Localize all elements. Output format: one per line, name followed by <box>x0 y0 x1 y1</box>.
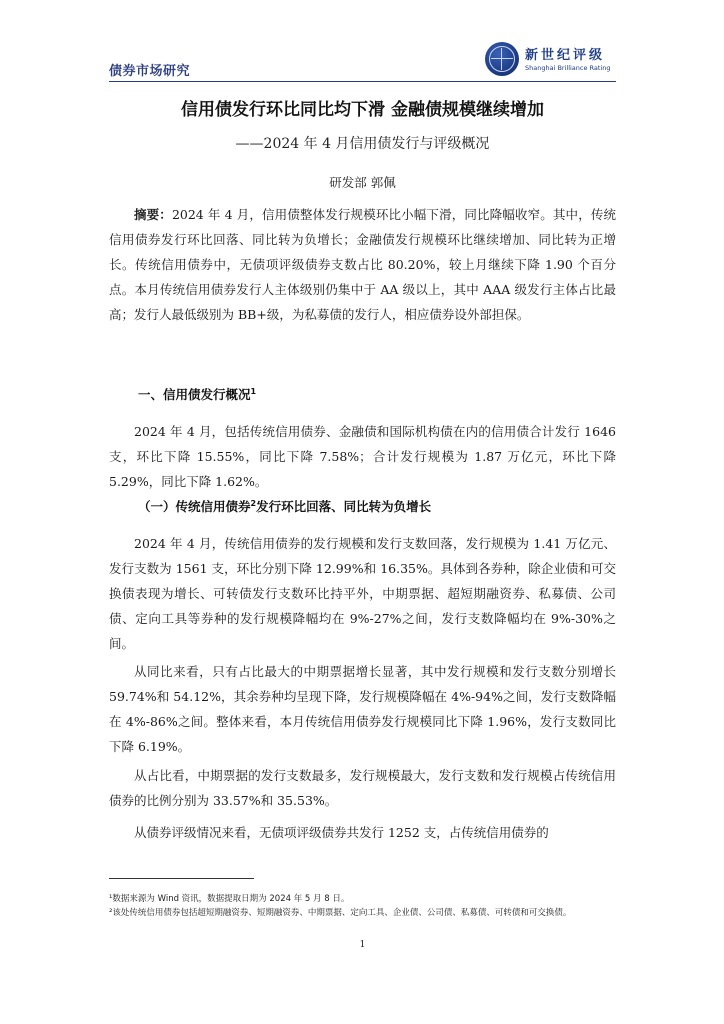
footnote-2: ²该处传统信用债券包括超短期融资券、短期融资券、中期票据、定向工具、企业债、公司债、私募债、可转债和可交换债。 <box>109 908 572 918</box>
footnote-divider <box>109 878 254 879</box>
globe-emblem-icon <box>485 42 519 76</box>
page-number: 1 <box>359 940 366 950</box>
report-series-title: 债券市场研究 <box>109 64 191 79</box>
logo-english-name: Shanghai Brilliance Rating <box>525 64 611 72</box>
document-title: 信用债发行环比同比均下滑 金融债规模继续增加 <box>181 100 544 120</box>
header-divider <box>109 81 616 82</box>
footnote-ref-2: 2 <box>250 498 257 508</box>
paragraph-4: 从占比看，中期票据的发行支数最多，发行规模最大，发行支数和发行规模占传统信用债券的比例分别为 33.57%和 35.53%。 <box>109 768 616 808</box>
section1-paragraph: 2024 年 4 月，包括传统信用债券、金融债和国际机构债在内的信用债合计发行 1646 支，环比下降 15.55%，同比下降 7.58%；合计发行规模为 1.87 万亿元，环比下降 5.29%，同比下降 1.62%。 <box>109 424 616 489</box>
logo-chinese-name: 新世纪评级 <box>525 48 606 63</box>
abstract-text: 2024 年 4 月，信用债整体发行规模环比小幅下滑，同比降幅收窄。其中，传统信用债券发行环比回落、同比转为负增长；金融债发行规模环比继续增加、同比转为正增长。传统信用债券中，无债项评级债券支数占比 80.20%，较上月继续下降 1.90 个百分点。本月传统信用债券发行人主体级别仍集中于 AA 级以上，其中 AAA 级发行主体占比最高；发行人最低级别为 BB+级，为私募债的发行人，相应债券设外部担保。 <box>109 207 616 322</box>
paragraph-3: 从同比来看，只有占比最大的中期票据增长显著，其中发行规模和发行支数分别增长 59.74%和 54.12%，其余券种均呈现下降，发行规模降幅在 4%-94%之间，发行支数降幅在 4%-86%之间。整体来看，本月传统信用债券发行规模同比下降 1.96%，发行支数同比下降 6.19%。 <box>109 664 616 754</box>
brand-logo <box>485 42 615 78</box>
author-line: 研发部 郭佩 <box>329 175 396 190</box>
footnote-ref-1: 1 <box>250 386 257 396</box>
paragraph-5: 从债券评级情况来看，无债项评级债券共发行 1252 支，占传统信用债券的 <box>134 825 549 840</box>
abstract-label: 摘要： <box>134 207 172 222</box>
subsection-heading-1: （一）传统信用债券$^2$发行环比回落、同比转为负增长 <box>138 498 432 514</box>
abstract-paragraph <box>109 202 616 327</box>
paragraph-2: 2024 年 4 月，传统信用债券的发行规模和发行支数回落，发行规模为 1.41 万亿元、发行支数为 1561 支，环比分别下降 12.99%和 16.35%。具体到各券种，除企业债和可交换债表现为增长、可转债发行支数环比持平外，中期票据、超短期融资券、私募债、公司债、定向工具等券种的发行规模降幅均在 9%-27%之间，发行支数降幅均在 9%-30%之间。 <box>109 536 616 651</box>
document-subtitle: ——2024 年 4 月信用债发行与评级概况 <box>235 136 490 152</box>
footnote-1: ¹数据来源为 Wind 资讯，数据提取日期为 2024 年 5 月 8 日。 <box>109 894 350 904</box>
section-heading-1: 一、信用债发行概况$^1$ <box>138 386 257 402</box>
